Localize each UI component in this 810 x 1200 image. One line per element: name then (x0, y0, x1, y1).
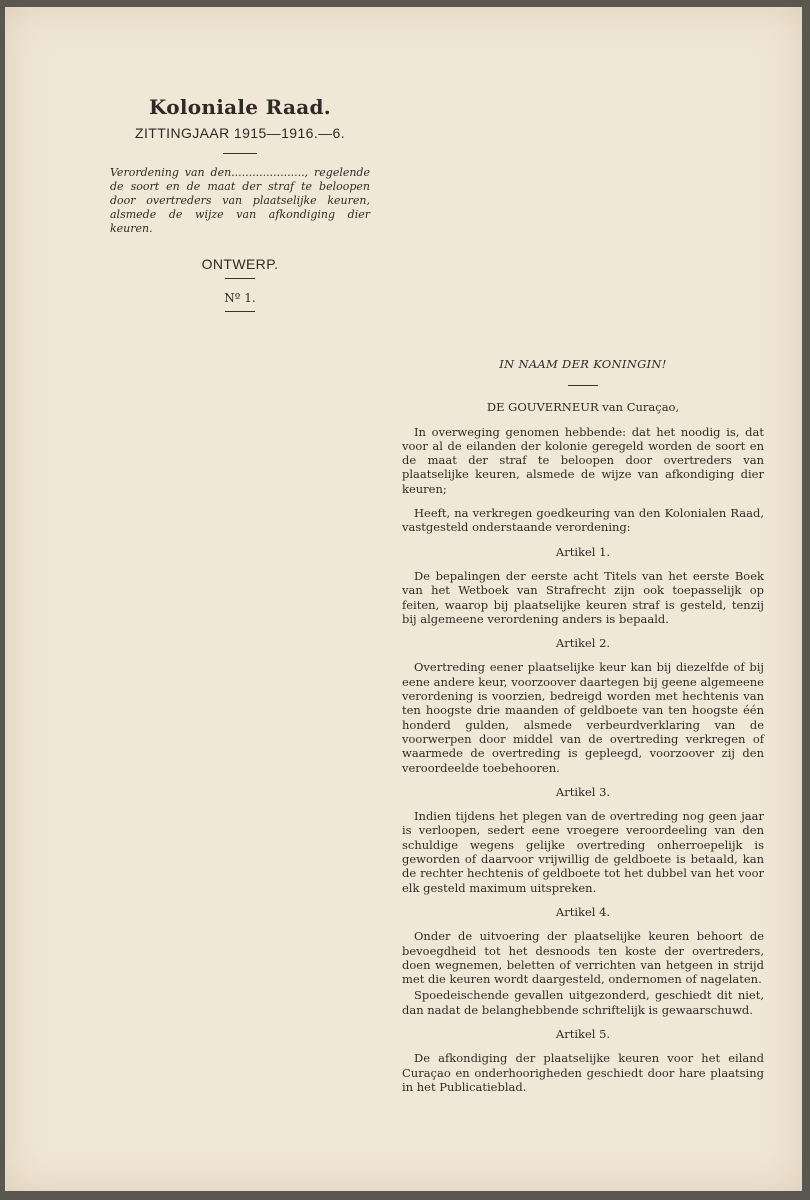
article-heading: Artikel 3. (555, 784, 611, 799)
divider (223, 153, 257, 154)
article-4 (402, 905, 764, 1017)
council-title: Koloniale Raad. (148, 95, 332, 119)
article-heading: Artikel 1. (555, 544, 611, 559)
article-paragraph: Overtreding eener plaatselijke keur kan bij diezelfde of bij eene andere keur, voorzoover daartegen bij geene algemeene verordening is voorzien, bedreigd worden met hechtenis van ten hoogste drie maanden of geldboete van ten hoogste één honderd gulden, alsmede verbeurdverklaring van de voorwerpen door middel van de overtreding verkregen of waarmede de overtreding is gepleegd, voorzoover zij den veroordeelde toebehooren. (402, 660, 764, 775)
article-paragraph: Spoedeischende gevallen uitgezonderd, geschiedt dit niet, dan nadat de belanghebbende schriftelijk is gewaarschuwd. (402, 988, 764, 1017)
preamble: In overweging genomen hebbende: dat het noodig is, dat voor al de eilanden der kolonie geregeld worden de soort en de maat der straf te beloopen door overtreders van plaatselijke keuren, alsmede de wijze van afkondiging dier keuren; (402, 424, 764, 496)
ordinance-text (402, 357, 764, 1104)
article-2 (402, 636, 764, 775)
article-paragraph: Onder de uitvoering der plaatselijke keuren behoort de bevoegdheid tot het desnoods ten koste der overtreders, doen wegnemen, beletten of verrichten van hetgeen in strijd met die keuren wordt daargesteld, ondernomen of nagelaten. (402, 929, 764, 987)
invocation: IN NAAM DER KONINGIN! (499, 357, 667, 371)
governor-line: DE GOUVERNEUR van Curaçao, (486, 400, 680, 415)
enactment-clause: Heeft, na verkregen goedkeuring van den Kolonialen Raad, vastgesteld onderstaande verordening: (402, 506, 764, 535)
article-5 (402, 1027, 764, 1094)
article-heading: Artikel 2. (555, 636, 611, 651)
article-1 (402, 545, 764, 626)
document-page (5, 7, 802, 1191)
draft-number: Nº 1. (224, 291, 256, 305)
header-block (110, 95, 370, 318)
session-year: ZITTINGJAAR 1915—1916.—6. (135, 125, 345, 141)
divider (225, 278, 255, 279)
article-paragraph: De bepalingen der eerste acht Titels van het eerste Boek van het Wetboek van Strafrecht zijn ook toepasselijk op feiten, waarop bij plaatselijke keuren straf is gesteld, tenzij bij algemeene verordening anders is bepaald. (402, 568, 764, 626)
ordinance-subject: Verordening van den....................., regelende de soort en de maat der straf te beloopen door overtreders van plaatselijke keuren, alsmede de wijze van afkondiging dier keuren. (110, 166, 370, 235)
draft-label: ONTWERP. (201, 256, 279, 272)
divider (225, 311, 255, 312)
article-3 (402, 785, 764, 895)
article-heading: Artikel 5. (555, 1026, 611, 1041)
article-paragraph: De afkondiging der plaatselijke keuren voor het eiland Curaçao en onderhoorigheden geschiedt door hare plaatsing in het Publicatieblad. (402, 1051, 764, 1094)
divider (568, 385, 598, 386)
article-paragraph: Indien tijdens het plegen van de overtreding nog geen jaar is verloopen, sedert eene vroegere veroordeeling van den schuldige wegens gelijke overtreding onherroepelijk is geworden of daarvoor vrijwillig de geldboete is betaald, kan de rechter hechtenis of geldboete tot het dubbel van het voor elk gesteld maximum uitspreken. (402, 809, 764, 895)
article-heading: Artikel 4. (555, 904, 611, 919)
